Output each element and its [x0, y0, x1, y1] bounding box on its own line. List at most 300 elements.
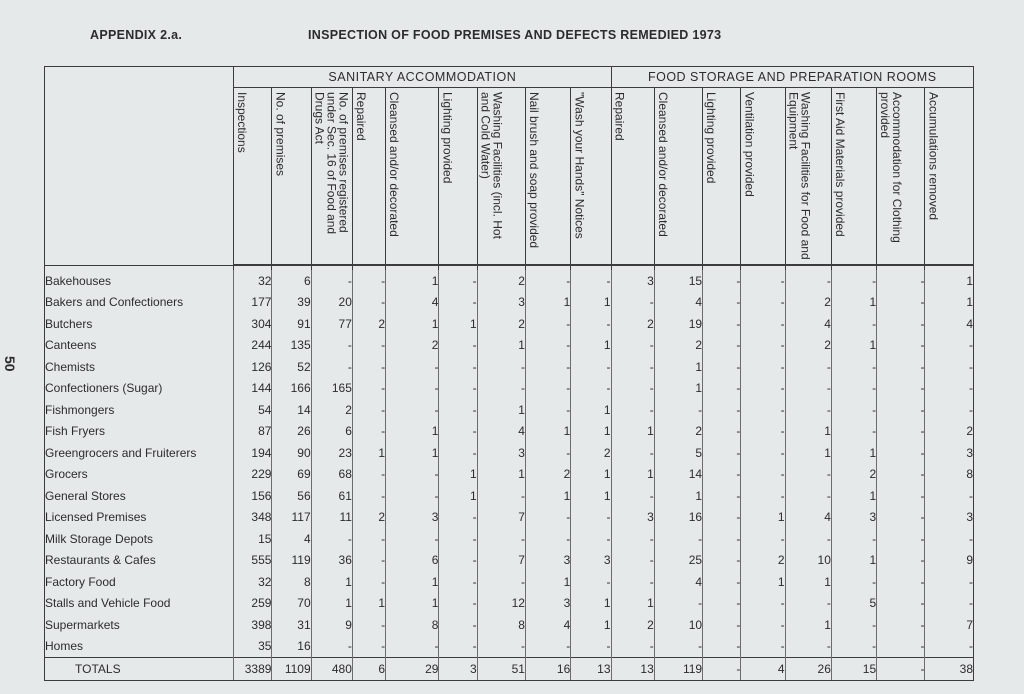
table-cell: - [925, 636, 974, 658]
table-cell: 3 [477, 442, 525, 464]
table-cell: - [352, 614, 385, 636]
table-cell: 1 [386, 421, 439, 443]
table-cell: - [352, 528, 385, 550]
table-cell: 2 [571, 442, 611, 464]
table-cell: - [703, 507, 741, 529]
table-cell: 2 [311, 399, 352, 421]
table-cell: 1 [311, 571, 352, 593]
table-cell: 9 [311, 614, 352, 636]
table-cell: 16 [272, 636, 311, 658]
table-cell: 2 [611, 614, 654, 636]
table-cell: 8 [386, 614, 439, 636]
row-label: Fishmongers [45, 399, 234, 421]
table-cell: 8 [925, 464, 974, 486]
table-cell: 52 [272, 356, 311, 378]
table-cell: - [386, 528, 439, 550]
row-label: TOTALS [45, 658, 234, 681]
table-cell: 398 [234, 614, 272, 636]
table-cell: 1 [571, 421, 611, 443]
table-cell: - [654, 636, 702, 658]
table-cell: 2 [352, 313, 385, 335]
table-cell: 1 [525, 421, 570, 443]
column-header [611, 88, 654, 266]
table-cell: - [611, 636, 654, 658]
table-cell: - [571, 636, 611, 658]
table-row [45, 507, 974, 529]
table-cell: 4 [477, 421, 525, 443]
table-cell: 3 [477, 292, 525, 314]
table-cell: - [439, 378, 477, 400]
table-cell: - [439, 528, 477, 550]
table-corner [45, 67, 234, 266]
table-cell: 54 [234, 399, 272, 421]
table-cell: 3 [439, 658, 477, 681]
table-cell: 61 [311, 485, 352, 507]
table-cell: - [703, 485, 741, 507]
table-cell: 1 [925, 270, 974, 292]
table-cell: 3 [611, 270, 654, 292]
table-cell: 7 [477, 507, 525, 529]
table-cell: 6 [352, 658, 385, 681]
table-cell: 15 [831, 658, 876, 681]
table-cell: 1 [925, 292, 974, 314]
table-cell: 14 [654, 464, 702, 486]
table-cell: 1 [477, 464, 525, 486]
table-cell: 194 [234, 442, 272, 464]
table-cell: 119 [272, 550, 311, 572]
table-cell: 1 [654, 356, 702, 378]
table-cell: - [785, 636, 831, 658]
table-row [45, 614, 974, 636]
table-cell: 126 [234, 356, 272, 378]
table-cell: 1 [525, 571, 570, 593]
table-cell: 555 [234, 550, 272, 572]
table-cell: 31 [272, 614, 311, 636]
table-cell: 1 [386, 270, 439, 292]
table-cell: - [741, 421, 785, 443]
table-cell: - [877, 292, 925, 314]
table-cell: 6 [311, 421, 352, 443]
table-cell: - [925, 485, 974, 507]
table-cell: 51 [477, 658, 525, 681]
table-cell: - [877, 378, 925, 400]
column-header [571, 88, 611, 266]
table-cell: - [386, 399, 439, 421]
table-cell: 259 [234, 593, 272, 615]
table-cell: - [352, 270, 385, 292]
table-cell: 5 [831, 593, 876, 615]
table-cell: 1 [352, 593, 385, 615]
column-header [311, 88, 352, 266]
table-cell: 2 [477, 270, 525, 292]
table-cell: 117 [272, 507, 311, 529]
table-cell: - [741, 614, 785, 636]
table-cell: 1 [831, 292, 876, 314]
table-cell: - [877, 614, 925, 636]
row-label: Butchers [45, 313, 234, 335]
table-cell: 348 [234, 507, 272, 529]
table-cell: 1 [477, 399, 525, 421]
table-cell: 1 [311, 593, 352, 615]
table-cell: - [703, 292, 741, 314]
table-cell: 16 [525, 658, 570, 681]
table-cell: - [831, 614, 876, 636]
table-cell: 1 [571, 464, 611, 486]
table-cell: 3 [925, 442, 974, 464]
table-cell: 15 [654, 270, 702, 292]
table-cell: 1 [525, 292, 570, 314]
table-cell: - [311, 335, 352, 357]
table-cell: - [785, 528, 831, 550]
table-cell: 3 [611, 507, 654, 529]
table-cell: - [439, 507, 477, 529]
table-cell: - [877, 593, 925, 615]
column-header-label: No. of premises [273, 92, 288, 177]
row-label: Factory Food [45, 571, 234, 593]
table-cell: 32 [234, 270, 272, 292]
table-cell: - [703, 571, 741, 593]
table-cell: 1 [439, 485, 477, 507]
table-cell: - [352, 335, 385, 357]
table-cell: 1 [386, 442, 439, 464]
table-row [45, 378, 974, 400]
table-cell: - [741, 270, 785, 292]
table-cell: 14 [272, 399, 311, 421]
table-cell: - [785, 593, 831, 615]
table-cell: - [741, 313, 785, 335]
table-cell: 2 [525, 464, 570, 486]
table-cell: - [741, 485, 785, 507]
table-cell: - [877, 313, 925, 335]
table-cell: - [311, 270, 352, 292]
table-cell: 2 [477, 313, 525, 335]
inspection-table [44, 66, 974, 681]
table-cell: - [571, 507, 611, 529]
table-row [45, 313, 974, 335]
row-label: Fish Fryers [45, 421, 234, 443]
table-cell: - [311, 528, 352, 550]
table-cell: 1 [611, 464, 654, 486]
row-label: Supermarkets [45, 614, 234, 636]
table-cell: 90 [272, 442, 311, 464]
table-cell: 91 [272, 313, 311, 335]
group-food-storage: FOOD STORAGE AND PREPARATION ROOMS [611, 67, 973, 88]
table-row [45, 593, 974, 615]
table-cell: 1 [741, 571, 785, 593]
table-cell: 2 [654, 421, 702, 443]
table-cell: - [877, 658, 925, 681]
table-cell: 3 [525, 550, 570, 572]
table-cell: - [571, 528, 611, 550]
table-cell: 23 [311, 442, 352, 464]
table-cell: 2 [741, 550, 785, 572]
table-row [45, 335, 974, 357]
row-label: Bakers and Confectioners [45, 292, 234, 314]
row-label: General Stores [45, 485, 234, 507]
table-cell: - [925, 528, 974, 550]
table-cell: 26 [785, 658, 831, 681]
table-cell: 177 [234, 292, 272, 314]
column-header-label: Nail brush and soap provided [526, 92, 541, 249]
table-cell: - [477, 356, 525, 378]
table-cell: 4 [525, 614, 570, 636]
table-cell: - [386, 356, 439, 378]
table-cell: - [703, 378, 741, 400]
table-cell: 1 [785, 614, 831, 636]
column-header [877, 88, 925, 266]
table-cell: - [571, 313, 611, 335]
column-header-label: Cleansed and/or decorated [387, 92, 402, 237]
table-cell: 1 [571, 593, 611, 615]
table-cell: - [703, 335, 741, 357]
table-row [45, 399, 974, 421]
table-cell: - [831, 528, 876, 550]
table-cell: - [525, 636, 570, 658]
column-header-label: Washing Facilities for Food and Equipment [786, 92, 813, 260]
table-cell: - [352, 378, 385, 400]
table-cell: - [525, 507, 570, 529]
row-label: Greengrocers and Fruiterers [45, 442, 234, 464]
table-cell: 36 [311, 550, 352, 572]
table-cell: - [877, 507, 925, 529]
column-header [703, 88, 741, 266]
table-cell: - [703, 614, 741, 636]
table-cell: - [877, 356, 925, 378]
table-cell: - [785, 356, 831, 378]
column-header [386, 88, 439, 266]
table-cell: 77 [311, 313, 352, 335]
column-header-label: Washing Facilities (incl. Hot and Cold Water) [478, 92, 505, 239]
table-cell: 11 [311, 507, 352, 529]
table-cell: 32 [234, 571, 272, 593]
table-cell: 1 [571, 485, 611, 507]
table-cell: 68 [311, 464, 352, 486]
table-cell: - [925, 335, 974, 357]
table-cell: - [831, 313, 876, 335]
table-cell: 6 [272, 270, 311, 292]
table-cell: - [571, 571, 611, 593]
table-cell: - [741, 442, 785, 464]
table-cell: 2 [352, 507, 385, 529]
table-cell: 70 [272, 593, 311, 615]
column-header [477, 88, 525, 266]
table-cell: - [654, 399, 702, 421]
column-header [654, 88, 702, 266]
table-cell: 4 [785, 507, 831, 529]
table-cell: - [831, 270, 876, 292]
table-row [45, 292, 974, 314]
column-header [439, 88, 477, 266]
table-cell: - [925, 378, 974, 400]
column-header-label: First Aid Materials provided [832, 92, 847, 237]
table-cell: 1 [831, 550, 876, 572]
table-row [45, 421, 974, 443]
table-cell: - [703, 464, 741, 486]
table-cell: 119 [654, 658, 702, 681]
table-cell: 1 [386, 593, 439, 615]
table-cell: - [703, 636, 741, 658]
table-cell: 3 [386, 507, 439, 529]
table-cell: 4 [386, 292, 439, 314]
table-cell: 1 [571, 614, 611, 636]
table-cell: - [439, 442, 477, 464]
table-cell: 1 [654, 378, 702, 400]
table-cell: - [525, 528, 570, 550]
table-cell: 2 [925, 421, 974, 443]
table-cell: 25 [654, 550, 702, 572]
table-cell: 1 [439, 313, 477, 335]
table-cell: - [611, 442, 654, 464]
table-cell: 39 [272, 292, 311, 314]
table-cell: - [611, 378, 654, 400]
table-cell: 6 [386, 550, 439, 572]
table-cell: 1 [611, 421, 654, 443]
table-cell: - [703, 442, 741, 464]
table-cell: - [703, 270, 741, 292]
table-cell: - [352, 485, 385, 507]
table-cell: 29 [386, 658, 439, 681]
row-label: Confectioners (Sugar) [45, 378, 234, 400]
table-cell: 1 [741, 507, 785, 529]
row-label: Homes [45, 636, 234, 658]
table-cell: - [877, 571, 925, 593]
column-header-label: "Wash your Hands" Notices [572, 92, 587, 239]
appendix-label: APPENDIX 2.a. [90, 28, 183, 42]
table-cell: - [741, 399, 785, 421]
column-header [272, 88, 311, 266]
table-cell: 1 [352, 442, 385, 464]
table-cell: 38 [925, 658, 974, 681]
table-cell: - [386, 636, 439, 658]
table-cell: - [611, 335, 654, 357]
table-cell: - [831, 399, 876, 421]
table-cell: 229 [234, 464, 272, 486]
table-cell: - [611, 485, 654, 507]
table-cell: 4 [654, 292, 702, 314]
table-cell: - [654, 593, 702, 615]
table-cell: - [703, 550, 741, 572]
table-cell: - [741, 636, 785, 658]
row-label: Canteens [45, 335, 234, 357]
table-cell: - [703, 399, 741, 421]
table-cell: - [525, 442, 570, 464]
table-cell: - [439, 614, 477, 636]
table-cell: 8 [477, 614, 525, 636]
table-row [45, 442, 974, 464]
row-label: Licensed Premises [45, 507, 234, 529]
column-header-label: Cleansed and/or decorated [655, 92, 670, 237]
row-label: Bakehouses [45, 270, 234, 292]
table-cell: 19 [654, 313, 702, 335]
table-cell: - [925, 593, 974, 615]
table-cell: 144 [234, 378, 272, 400]
table-cell: - [877, 399, 925, 421]
column-header-label: Repaired [353, 92, 368, 141]
column-header [234, 88, 272, 266]
table-cell: - [525, 356, 570, 378]
column-header [831, 88, 876, 266]
table-cell: - [611, 571, 654, 593]
table-cell: - [352, 356, 385, 378]
table-cell: 35 [234, 636, 272, 658]
table-cell: - [877, 464, 925, 486]
table-cell: - [439, 550, 477, 572]
table-cell: 3 [571, 550, 611, 572]
table-cell: - [877, 528, 925, 550]
table-body [45, 265, 974, 681]
table-cell: - [877, 485, 925, 507]
table-cell: - [352, 421, 385, 443]
table-cell: - [525, 270, 570, 292]
table-cell: - [785, 485, 831, 507]
column-header-label: Accumulations removed [926, 92, 941, 221]
column-header [741, 88, 785, 266]
table-row [45, 464, 974, 486]
table-cell: - [877, 270, 925, 292]
row-label: Restaurants & Cafes [45, 550, 234, 572]
group-sanitary-accommodation: SANITARY ACCOMMODATION [234, 67, 611, 88]
table-cell: - [925, 571, 974, 593]
table-cell: - [877, 421, 925, 443]
column-header-label: Lighting provided [440, 92, 455, 184]
table-cell: - [525, 378, 570, 400]
table-cell: 13 [571, 658, 611, 681]
column-header [925, 88, 974, 266]
table-cell: - [386, 378, 439, 400]
table-cell: - [439, 636, 477, 658]
table-cell: - [741, 292, 785, 314]
table-cell: - [831, 571, 876, 593]
table-cell: - [703, 421, 741, 443]
table-cell: 87 [234, 421, 272, 443]
table-cell: 10 [654, 614, 702, 636]
table-row [45, 571, 974, 593]
table-cell: 10 [785, 550, 831, 572]
table-cell: - [352, 571, 385, 593]
table-cell: - [439, 399, 477, 421]
table-cell: - [925, 399, 974, 421]
table-cell: 1 [654, 485, 702, 507]
table-cell: - [439, 593, 477, 615]
table-cell: - [525, 335, 570, 357]
table-cell: - [877, 442, 925, 464]
row-label: Chemists [45, 356, 234, 378]
table-cell: - [785, 464, 831, 486]
table-cell: 7 [477, 550, 525, 572]
table-cell: - [571, 356, 611, 378]
table-cell: - [571, 378, 611, 400]
table-cell: 4 [785, 313, 831, 335]
table-cell: 2 [785, 335, 831, 357]
table-cell: - [352, 292, 385, 314]
table-cell: 2 [785, 292, 831, 314]
table-cell: - [831, 636, 876, 658]
table-cell: 1 [831, 485, 876, 507]
table-cell: 15 [234, 528, 272, 550]
table-cell: - [352, 464, 385, 486]
table-cell: - [439, 571, 477, 593]
table-cell: - [741, 356, 785, 378]
table-cell: 1109 [272, 658, 311, 681]
table-cell: - [439, 292, 477, 314]
table-cell: 16 [654, 507, 702, 529]
table-cell: - [785, 270, 831, 292]
table-cell: - [611, 550, 654, 572]
table-cell: - [703, 658, 741, 681]
table-cell: - [611, 356, 654, 378]
table-cell: - [439, 356, 477, 378]
table-cell: - [703, 528, 741, 550]
